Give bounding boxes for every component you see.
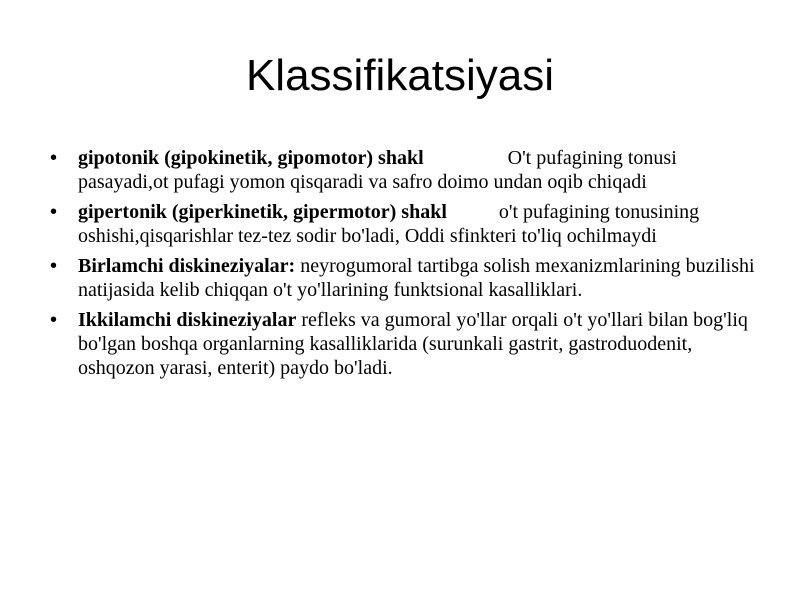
list-item (40, 146, 762, 194)
bullet-term: Ikkilamchi diskineziyalar (78, 309, 297, 331)
bullet-text: neyrogumoral tartibga solish mexanizmlarining buzilishi natijasida kelib chiqqan o't yo'llarining funktsional kasalliklari. (78, 255, 755, 301)
bullet-text: O't pufagining tonusi pasayadi,ot pufagi yomon qisqaradi va safro doimo undan oqib chiqadi (78, 147, 677, 193)
bullet-list (40, 146, 762, 386)
list-item (40, 200, 762, 248)
bullet-term: Birlamchi diskineziyalar: (78, 255, 296, 277)
bullet-text: refleks va gumoral yo'llar orqali o't yo'llari bilan bog'liq bo'lgan boshqa organlarning kasalliklarida (surunkali gastrit, gastroduodenit, oshqozon yarasi, enterit) paydo bo'ladi. (78, 309, 748, 379)
bullet-dot-icon: • (50, 147, 58, 169)
list-item (40, 308, 762, 380)
bullet-text: o't pufagining tonusining oshishi,qisqarishlar tez-tez sodir bo'ladi, Oddi sfinkteri to'liq ochilmaydi (78, 201, 700, 247)
slide-title: Klassifikatsiyasi (245, 51, 555, 100)
bullet-dot-icon: • (50, 201, 58, 223)
bullet-term: gipotonik (gipokinetik, gipomotor) shakl (78, 147, 424, 169)
bullet-dot-icon: • (50, 255, 58, 277)
bullet-dot-icon: • (50, 309, 58, 331)
list-item (40, 254, 762, 302)
bullet-term: gipertonik (giperkinetik, gipermotor) shakl (78, 201, 447, 223)
